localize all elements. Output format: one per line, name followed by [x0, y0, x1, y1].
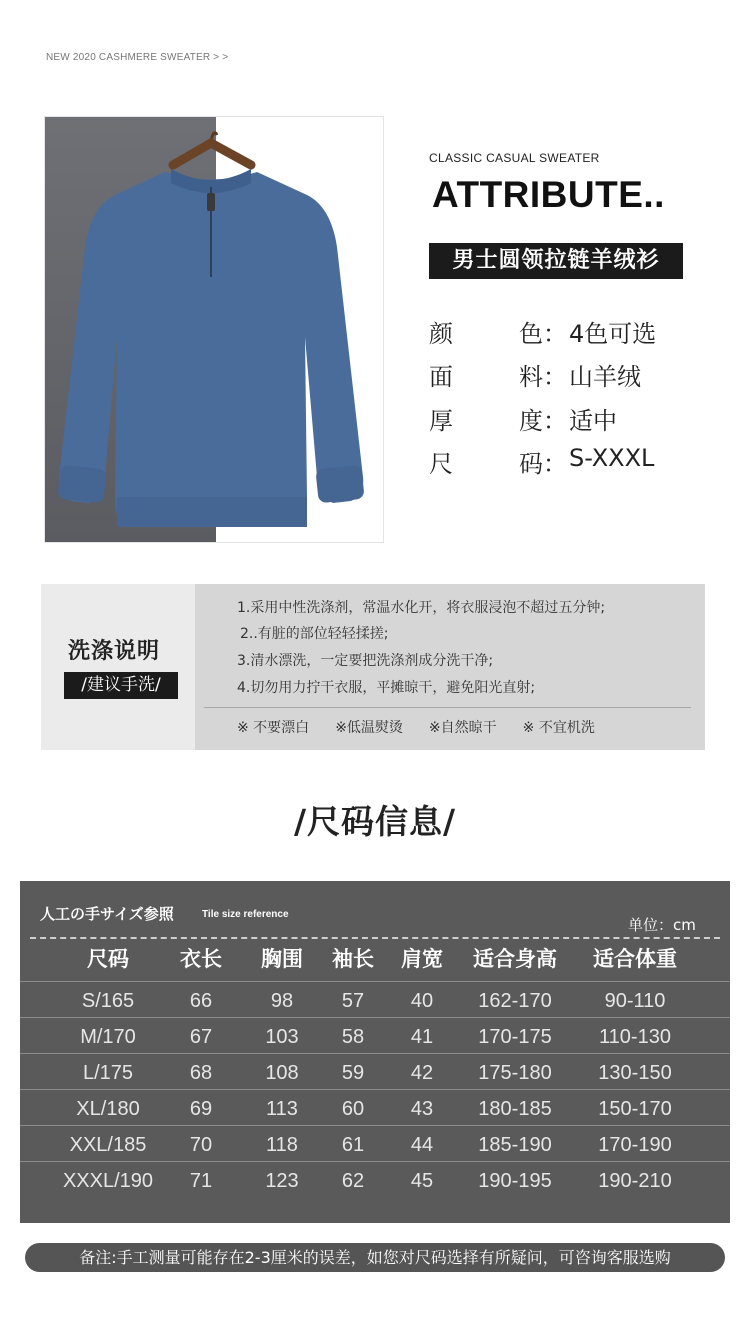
wash-tip: ※ 不宜机洗: [522, 720, 595, 736]
table-cell: 90-110: [604, 990, 666, 1012]
size-table-title: 人工の手サイズ参照: [40, 905, 174, 923]
measurement-note: 备注:手工测量可能存在2-3厘米的误差，如您对尺码选择有所疑问，可咨询客服选购: [25, 1243, 725, 1272]
spec-row-material: 面 料 ： 山羊绒: [429, 357, 641, 392]
table-cell: 68: [189, 1062, 213, 1084]
table-cell: 42: [410, 1062, 434, 1084]
wash-tip: ※自然晾干: [428, 720, 497, 736]
table-cell: S/165: [81, 990, 135, 1012]
table-cell: 59: [341, 1062, 365, 1084]
table-cell: 43: [410, 1098, 434, 1120]
column-header: 衣长: [180, 947, 222, 971]
table-cell: 175-180: [478, 1062, 552, 1084]
wash-tips: [237, 717, 595, 737]
column-header: 适合身高: [473, 947, 557, 971]
wash-title: 洗涤说明: [68, 639, 161, 664]
spec-key-char: 颜: [429, 320, 453, 348]
wash-tip: ※低温熨烫: [335, 720, 403, 736]
spec-key-char: 面: [429, 363, 453, 391]
table-cell: 62: [341, 1170, 365, 1192]
table-cell: 185-190: [478, 1134, 552, 1156]
table-cell: 44: [410, 1134, 434, 1156]
table-cell: 66: [189, 990, 213, 1012]
spec-key-char: 色: [519, 320, 543, 348]
table-row: [20, 1125, 730, 1161]
sweater-illustration: [45, 117, 384, 543]
column-header: 尺码: [87, 947, 129, 971]
wash-instructions: [41, 584, 705, 750]
table-row: [20, 981, 730, 1017]
wash-tip: ※ 不要漂白: [237, 720, 310, 736]
spec-row-color: 颜 色 ： 4色可选: [429, 314, 656, 349]
table-cell: 40: [410, 990, 434, 1012]
spec-key-char: 尺: [429, 450, 453, 478]
product-photo: [44, 116, 384, 543]
column-header: 肩宽: [401, 947, 443, 971]
spec-row-thickness: 厚 度 ： 适中: [429, 401, 617, 436]
table-cell: 67: [189, 1026, 213, 1048]
spec-value: 适中: [569, 407, 617, 435]
wash-badge: /建议手洗/: [64, 672, 178, 699]
table-cell: 103: [265, 1026, 299, 1048]
table-cell: XXXL/190: [62, 1170, 154, 1192]
wash-step: 4.切勿用力拧干衣服，平摊晾干，避免阳光直射;: [237, 680, 536, 696]
column-header: 袖长: [332, 947, 374, 971]
table-cell: XXL/185: [69, 1134, 147, 1156]
wash-label-panel: [41, 584, 195, 750]
table-cell: 108: [265, 1062, 299, 1084]
table-cell: 71: [189, 1170, 213, 1192]
size-table-unit: 单位：cm: [628, 916, 696, 934]
attribute-title: ATTRIBUTE..: [432, 174, 665, 215]
table-row: [20, 1017, 730, 1053]
table-cell: 45: [410, 1170, 434, 1192]
wash-step: 2..有脏的部位轻轻揉搓;: [240, 626, 389, 642]
top-tag: NEW 2020 CASHMERE SWEATER > >: [46, 52, 229, 63]
table-cell: 60: [341, 1098, 365, 1120]
table-row: [20, 1089, 730, 1125]
spec-key-char: 码: [519, 450, 543, 478]
spec-value: 4色可选: [569, 320, 657, 348]
table-cell: L/175: [82, 1062, 134, 1084]
table-cell: 130-150: [598, 1062, 672, 1084]
spec-row-size: 尺 码 ： S-XXXL: [429, 444, 655, 478]
spec-value: S-XXXL: [569, 444, 655, 472]
table-cell: 61: [341, 1134, 365, 1156]
spec-key-char: 料: [519, 363, 543, 391]
spec-key-char: 厚: [429, 407, 453, 435]
table-cell: XL/180: [76, 1098, 140, 1120]
column-header: 适合体重: [593, 947, 677, 971]
spec-key-char: 度: [519, 407, 543, 435]
table-cell: 190-195: [478, 1170, 552, 1192]
size-table: [20, 881, 730, 1223]
table-cell: 110-130: [599, 1026, 671, 1048]
wash-step: 3.清水漂洗，一定要把洗涤剂成分洗干净;: [237, 653, 494, 669]
table-cell: 150-170: [598, 1098, 672, 1120]
table-cell: 170-175: [478, 1026, 552, 1048]
table-cell: 41: [410, 1026, 434, 1048]
column-header: 胸围: [261, 947, 303, 971]
table-cell: 190-210: [598, 1170, 672, 1192]
table-cell: 170-190: [598, 1134, 672, 1156]
wash-divider: [204, 707, 691, 708]
table-cell: 180-185: [478, 1098, 552, 1120]
table-row: [20, 1053, 730, 1089]
spec-value: 山羊绒: [569, 363, 641, 391]
size-info-heading: /尺码信息/: [293, 802, 457, 841]
attribute-subtitle: CLASSIC CASUAL SWEATER: [429, 151, 600, 165]
table-cell: 69: [189, 1098, 213, 1120]
wash-step: 1.采用中性洗涤剂，常温水化开，将衣服浸泡不超过五分钟;: [237, 600, 606, 616]
table-cell: 162-170: [478, 990, 552, 1012]
table-cell: M/170: [80, 1026, 136, 1048]
table-cell: 123: [265, 1170, 299, 1192]
table-cell: 118: [266, 1134, 298, 1156]
table-cell: 58: [341, 1026, 365, 1048]
table-cell: 57: [341, 990, 365, 1012]
size-table-subtitle: Tile size reference: [202, 909, 289, 920]
table-cell: 70: [189, 1134, 213, 1156]
table-cell: 113: [266, 1098, 298, 1120]
table-divider: [30, 937, 720, 939]
table-cell: 98: [270, 990, 294, 1012]
product-name-banner: 男士圆领拉链羊绒衫: [429, 243, 683, 279]
table-row: [20, 1161, 730, 1197]
